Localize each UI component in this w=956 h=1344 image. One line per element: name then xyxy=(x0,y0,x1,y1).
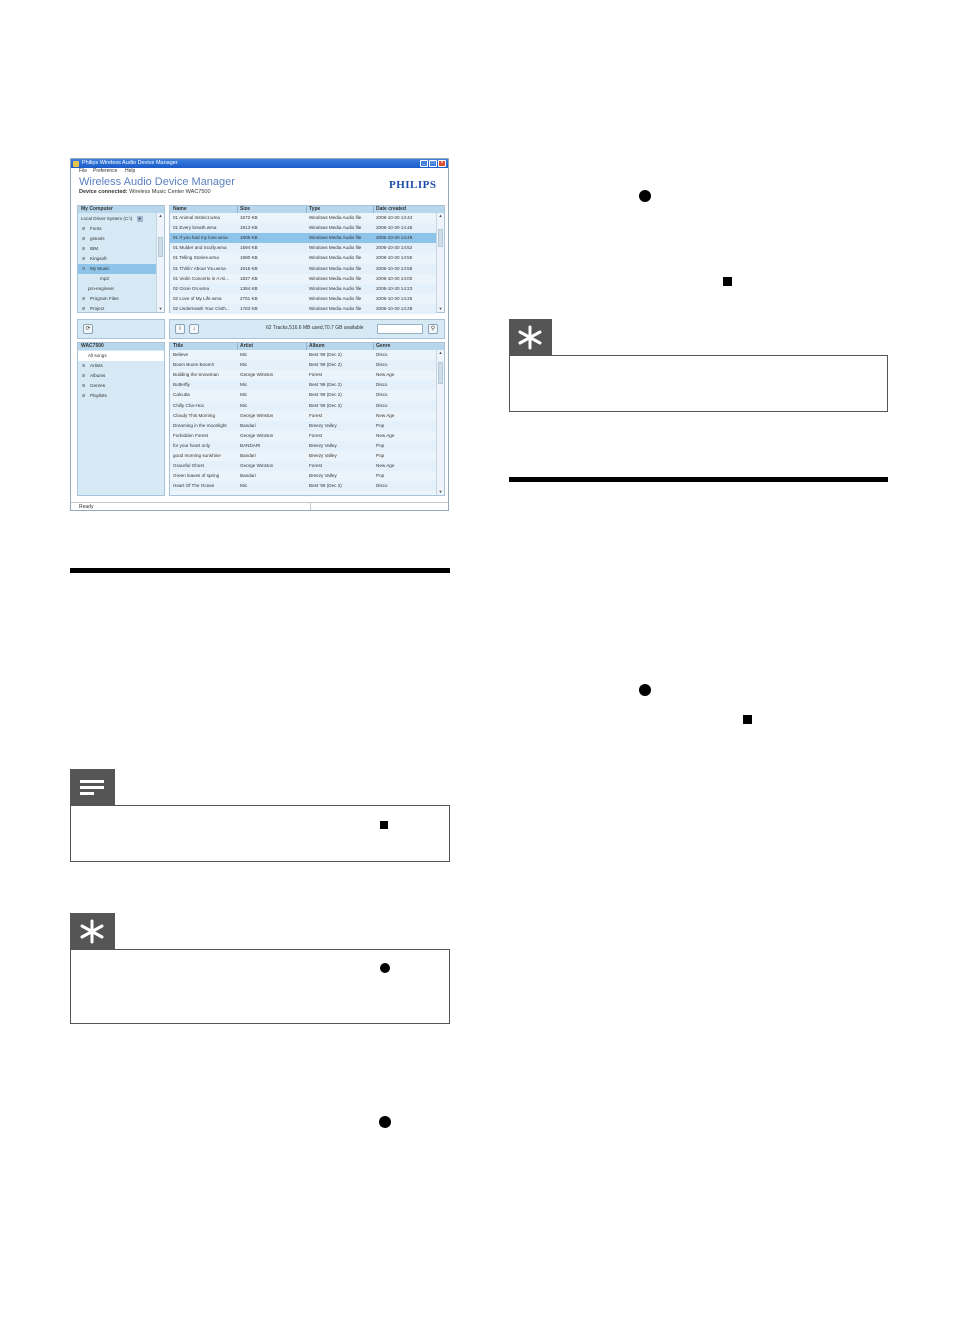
table-cell: Best '99 (Dec 2) xyxy=(309,382,342,388)
table-cell: 2006-10-30 14:55 xyxy=(376,255,413,261)
tracks-table-header xyxy=(170,343,444,350)
transfer-toolbar xyxy=(169,319,445,339)
table-row[interactable] xyxy=(170,441,436,451)
device-panel-title: WAC7500 xyxy=(78,343,164,350)
tree-item-label: mp3 xyxy=(100,276,109,281)
table-cell: Forest xyxy=(309,372,323,378)
record-button-icon xyxy=(380,963,390,973)
expand-icon[interactable]: ⊞ xyxy=(82,296,86,301)
tree-item-label: My Music xyxy=(90,266,110,271)
menu-help[interactable]: Help xyxy=(125,168,136,174)
close-button[interactable]: × xyxy=(438,160,446,167)
tree-item-label: Artists xyxy=(90,363,103,368)
table-row[interactable] xyxy=(170,304,436,314)
expand-icon[interactable]: ⊞ xyxy=(82,393,86,398)
table-cell: Forbidden Forest xyxy=(173,432,208,438)
expand-icon[interactable]: ⊟ xyxy=(82,266,86,271)
table-row[interactable] xyxy=(170,264,436,274)
stop-button-icon xyxy=(723,277,732,286)
tip-icon xyxy=(70,913,115,950)
table-row[interactable] xyxy=(170,421,436,431)
table-row[interactable] xyxy=(170,213,436,223)
tree-item-label: Program Files xyxy=(90,296,119,301)
scroll-up-icon[interactable]: ▲ xyxy=(438,350,443,355)
tree-item-label: IBM xyxy=(90,246,99,251)
table-row[interactable] xyxy=(170,284,436,294)
table-cell: Green leaves of spring xyxy=(173,473,220,479)
device-connected xyxy=(79,189,211,195)
expand-icon[interactable]: ⊞ xyxy=(82,246,86,251)
column-header[interactable]: Name xyxy=(173,206,187,212)
table-row[interactable] xyxy=(170,390,436,400)
tree-item[interactable] xyxy=(82,254,107,264)
tip-tab xyxy=(70,913,115,950)
table-cell: good morning sunshine xyxy=(173,453,221,458)
expand-icon[interactable]: ⊞ xyxy=(82,373,86,378)
files-scrollbar[interactable] xyxy=(436,213,444,312)
table-cell: Mic xyxy=(240,402,248,408)
column-divider[interactable] xyxy=(373,343,374,350)
section-rule-left xyxy=(70,568,450,573)
table-row[interactable] xyxy=(170,481,436,491)
computer-scrollbar[interactable] xyxy=(156,213,164,312)
tree-item[interactable] xyxy=(82,294,119,304)
table-cell: New Age xyxy=(376,412,395,418)
tracks-table-body xyxy=(170,350,444,495)
table-cell: 1783 KB xyxy=(240,305,258,311)
table-cell: Best '99 (Dec 2) xyxy=(309,402,342,408)
table-cell: Mic xyxy=(240,362,248,368)
table-cell: 1615 KB xyxy=(240,265,258,271)
table-cell: Mic xyxy=(240,382,248,388)
column-header[interactable]: Album xyxy=(309,343,325,349)
tree-item-label: gstools xyxy=(90,236,105,241)
table-cell: Pop xyxy=(376,442,385,448)
expand-icon[interactable]: ⊞ xyxy=(82,226,86,231)
table-cell: Windows Media Audio file xyxy=(309,245,362,251)
table-cell: New Age xyxy=(376,372,395,378)
table-cell: 1913 KB xyxy=(240,225,258,231)
scroll-thumb[interactable] xyxy=(438,362,443,384)
column-divider[interactable] xyxy=(373,206,374,213)
table-cell: Pop xyxy=(376,422,385,428)
table-cell: 01 Mulder and Scully.wma xyxy=(173,245,227,251)
device-label: Device connected: xyxy=(79,189,128,195)
table-row[interactable] xyxy=(170,451,436,461)
tip-icon xyxy=(509,319,552,356)
tree-item[interactable] xyxy=(82,391,107,401)
table-cell: Windows Media Audio file xyxy=(309,295,362,301)
tree-item[interactable] xyxy=(82,234,105,244)
table-cell: Mic xyxy=(240,352,248,357)
table-cell: Butterfly xyxy=(173,382,190,388)
tree-item-label: All songs xyxy=(88,353,107,358)
table-cell: Windows Media Audio file xyxy=(309,215,362,220)
table-cell: Windows Media Audio file xyxy=(309,235,362,241)
window-titlebar xyxy=(71,159,448,168)
table-cell: Forest xyxy=(309,412,323,418)
scroll-up-icon[interactable]: ▲ xyxy=(158,213,163,218)
files-table-header xyxy=(170,206,444,213)
computer-panel-title: My Computer xyxy=(78,206,164,213)
table-cell: 2006-10-30 14:49 xyxy=(376,235,413,241)
table-row[interactable] xyxy=(170,471,436,481)
table-cell: New Age xyxy=(376,463,395,469)
column-header[interactable]: Artist xyxy=(240,343,254,349)
table-cell: for your heart only xyxy=(173,442,211,448)
table-cell: Best '99 (Dec 2) xyxy=(309,352,342,357)
app-screenshot xyxy=(70,158,449,511)
table-cell: Forest xyxy=(309,463,323,469)
table-cell: 2006-10-30 14:25 xyxy=(376,295,413,301)
table-row[interactable] xyxy=(170,253,436,263)
tree-item-label: Fonts xyxy=(90,226,102,231)
tree-item[interactable] xyxy=(82,371,105,381)
table-cell: Boom Boom Boom!! xyxy=(173,362,215,368)
table-cell: Pop xyxy=(376,473,385,479)
computer-tree xyxy=(78,224,156,312)
table-cell: 2006-10-30 14:23 xyxy=(376,285,413,291)
record-button-icon xyxy=(639,684,651,696)
app-icon xyxy=(73,161,79,167)
menubar xyxy=(71,168,448,175)
window-title: Philips Wireless Audio Device Manager xyxy=(82,160,178,166)
table-cell: Windows Media Audio file xyxy=(309,255,362,261)
status-text: Ready xyxy=(79,504,94,510)
tip-box xyxy=(509,355,888,412)
table-cell: 01 If you had my love.wma xyxy=(173,235,228,241)
table-cell: Best '99 (Dec 2) xyxy=(309,483,342,489)
tip-box xyxy=(70,949,450,1024)
expand-icon[interactable]: ⊞ xyxy=(82,363,86,368)
table-cell: Windows Media Audio file xyxy=(309,265,362,271)
app-heading: Wireless Audio Device Manager xyxy=(79,176,235,188)
refresh-icon[interactable]: ⟳ xyxy=(83,324,93,334)
statusbar xyxy=(71,502,448,511)
scroll-thumb[interactable] xyxy=(438,229,443,247)
table-cell: Calcutta xyxy=(173,392,190,398)
section-rule-right xyxy=(509,477,888,482)
expand-icon[interactable]: ⊞ xyxy=(82,306,86,311)
column-header[interactable]: Size xyxy=(240,206,251,212)
table-row[interactable] xyxy=(170,370,436,380)
download-icon[interactable]: ↓ xyxy=(189,324,199,334)
tree-item[interactable] xyxy=(82,381,105,391)
tree-item-label: Project xyxy=(90,306,105,311)
device-panel xyxy=(77,342,165,496)
table-cell: 01 Telling Stories.wma xyxy=(173,255,219,261)
table-cell: New Age xyxy=(376,432,395,438)
column-divider[interactable] xyxy=(306,343,307,350)
table-row[interactable] xyxy=(170,401,436,411)
philips-logo: PHILIPS xyxy=(389,179,437,191)
table-cell: 01 Violin Concerto in A mi... xyxy=(173,275,230,281)
table-row[interactable] xyxy=(170,380,436,390)
tree-item[interactable] xyxy=(78,351,164,361)
table-cell: 01 Thrilin' About You.wma xyxy=(173,265,226,271)
table-cell: 1806 KB xyxy=(240,235,258,241)
table-cell: Disco xyxy=(376,392,388,398)
scroll-down-icon[interactable]: ▼ xyxy=(158,306,163,311)
table-cell: 02 Underneath Your Cloth... xyxy=(173,305,230,311)
table-cell: 2006-10-30 14:44 xyxy=(376,215,413,220)
table-row[interactable] xyxy=(170,360,436,370)
menu-preference[interactable]: Preference xyxy=(93,168,118,174)
expand-icon[interactable]: ⊞ xyxy=(82,256,86,261)
status-divider xyxy=(310,503,311,511)
table-cell: Dreaming in the moonlight xyxy=(173,422,227,428)
table-cell: 1672 KB xyxy=(240,215,258,220)
table-cell: 1384 KB xyxy=(240,285,258,291)
expand-icon[interactable]: ⊞ xyxy=(82,236,86,241)
table-row[interactable] xyxy=(170,223,436,233)
table-row[interactable] xyxy=(170,243,436,253)
table-cell: Disco xyxy=(376,352,388,357)
drive-select[interactable]: Local Driver System (C:\) ▼ xyxy=(81,215,142,221)
table-cell: Bandari xyxy=(240,453,256,458)
search-input[interactable] xyxy=(377,324,423,334)
tracks-scrollbar[interactable] xyxy=(436,350,444,495)
table-cell: Disco xyxy=(376,382,388,388)
table-cell: 2006-10-30 14:28 xyxy=(376,305,413,311)
table-cell: Windows Media Audio file xyxy=(309,305,362,311)
files-table-body xyxy=(170,213,444,312)
table-cell: 01 Every breath.wma xyxy=(173,225,217,231)
tree-item-label: Kingsoft xyxy=(90,256,107,261)
record-button-icon xyxy=(379,1116,391,1128)
stop-button-icon xyxy=(380,821,388,829)
device-toolbar xyxy=(77,319,165,339)
table-cell: George Winston xyxy=(240,412,274,418)
tree-item-label: Genres xyxy=(90,383,106,388)
column-header[interactable]: Title xyxy=(173,343,184,349)
table-cell: Disco xyxy=(376,483,388,489)
table-cell: 2006-10-30 14:00 xyxy=(376,275,413,281)
table-cell: Forest xyxy=(309,432,323,438)
minimize-button[interactable]: _ xyxy=(420,160,428,167)
scroll-down-icon[interactable]: ▼ xyxy=(438,489,443,494)
table-cell: 2006-10-30 14:58 xyxy=(376,265,413,271)
table-cell: Breezy Valley xyxy=(309,422,337,428)
table-row[interactable] xyxy=(170,350,436,360)
table-cell: 1827 KB xyxy=(240,275,258,281)
table-cell: George Winston xyxy=(240,432,274,438)
table-row[interactable] xyxy=(170,411,436,421)
scroll-down-icon[interactable]: ▼ xyxy=(438,306,443,311)
table-cell: Disco xyxy=(376,362,388,368)
table-cell: 2006-10-30 14:46 xyxy=(376,225,413,231)
table-cell: Best '99 (Dec 2) xyxy=(309,392,342,398)
table-cell: Cloudy This Morning xyxy=(173,412,216,418)
table-cell: Windows Media Audio file xyxy=(309,285,362,291)
table-cell: George Winston xyxy=(240,372,274,378)
table-cell: 1880 KB xyxy=(240,255,258,261)
tip-tab xyxy=(509,319,552,356)
column-header[interactable]: Genre xyxy=(376,343,391,349)
table-cell: 02 Love of My Life.wma xyxy=(173,295,222,301)
device-tree xyxy=(78,351,164,495)
table-cell: Windows Media Audio file xyxy=(309,225,362,231)
table-cell: Pop xyxy=(376,453,385,458)
search-icon[interactable]: ⚲ xyxy=(428,324,438,334)
tree-item[interactable] xyxy=(82,304,104,314)
table-cell: Breezy Valley xyxy=(309,442,337,448)
tree-item[interactable] xyxy=(88,284,114,294)
menu-file[interactable]: File xyxy=(79,168,88,174)
column-divider[interactable] xyxy=(237,343,238,350)
note-box xyxy=(70,805,450,862)
table-cell: BANDARI xyxy=(240,442,261,448)
chevron-down-icon[interactable]: ▼ xyxy=(137,215,142,221)
stop-button-icon xyxy=(743,715,752,724)
table-cell: Bandari xyxy=(240,473,256,479)
note-icon xyxy=(70,769,115,806)
table-cell: Mic xyxy=(240,483,248,489)
table-row[interactable] xyxy=(170,294,436,304)
tree-item-label: pro-engineer xyxy=(88,286,115,291)
table-cell: Best '99 (Dec 2) xyxy=(309,362,342,368)
tracks-table xyxy=(169,342,445,496)
record-button-icon xyxy=(639,190,651,202)
table-cell: 02 Gone On.wma xyxy=(173,285,210,291)
tree-item[interactable] xyxy=(82,224,102,234)
expand-icon[interactable]: ⊞ xyxy=(82,383,86,388)
table-cell: George Winston xyxy=(240,463,274,469)
tree-item-label: Albums xyxy=(90,373,106,378)
storage-info: 62 Tracks,516.6 MB used,70.7 GB available xyxy=(266,325,364,331)
column-divider[interactable] xyxy=(237,206,238,213)
tree-item[interactable] xyxy=(82,244,98,254)
table-cell: 01 Animal Instinct.wma xyxy=(173,215,220,220)
column-header[interactable]: Type xyxy=(309,206,321,212)
table-cell: 2751 KB xyxy=(240,295,258,301)
tree-item-label: Playlists xyxy=(90,393,107,398)
tree-item[interactable] xyxy=(82,361,103,371)
column-divider[interactable] xyxy=(306,206,307,213)
table-cell: Breezy Valley xyxy=(309,473,337,479)
table-cell: Mic xyxy=(240,392,248,398)
files-table xyxy=(169,205,445,313)
maximize-button[interactable]: □ xyxy=(429,160,437,167)
tree-item[interactable] xyxy=(100,274,109,284)
tree-item[interactable] xyxy=(78,264,156,274)
table-row[interactable] xyxy=(170,274,436,284)
column-header[interactable]: Date created xyxy=(376,206,407,212)
table-cell: Disco xyxy=(376,402,388,408)
computer-panel xyxy=(77,205,165,313)
table-cell: Breezy Valley xyxy=(309,453,337,458)
note-tab xyxy=(70,769,115,806)
table-row[interactable] xyxy=(170,431,436,441)
table-cell: Building the Snowman xyxy=(173,372,219,378)
table-cell: 1594 KB xyxy=(240,245,258,251)
info-icon[interactable]: i xyxy=(175,324,185,334)
table-cell: Heart Of The Ocean xyxy=(173,483,215,489)
table-row[interactable] xyxy=(170,233,436,243)
scroll-thumb[interactable] xyxy=(158,237,163,257)
scroll-up-icon[interactable]: ▲ xyxy=(438,213,443,218)
table-row[interactable] xyxy=(170,461,436,471)
table-cell: Bandari xyxy=(240,422,256,428)
table-cell: Graceful Ghost xyxy=(173,463,204,469)
table-cell: Chilly Cha-Hca xyxy=(173,402,204,408)
table-cell: Believe xyxy=(173,352,189,357)
table-cell: Windows Media Audio file xyxy=(309,275,362,281)
device-value: Wireless Music Center WAC7500 xyxy=(129,189,211,195)
table-cell: 2006-10-30 14:52 xyxy=(376,245,413,251)
